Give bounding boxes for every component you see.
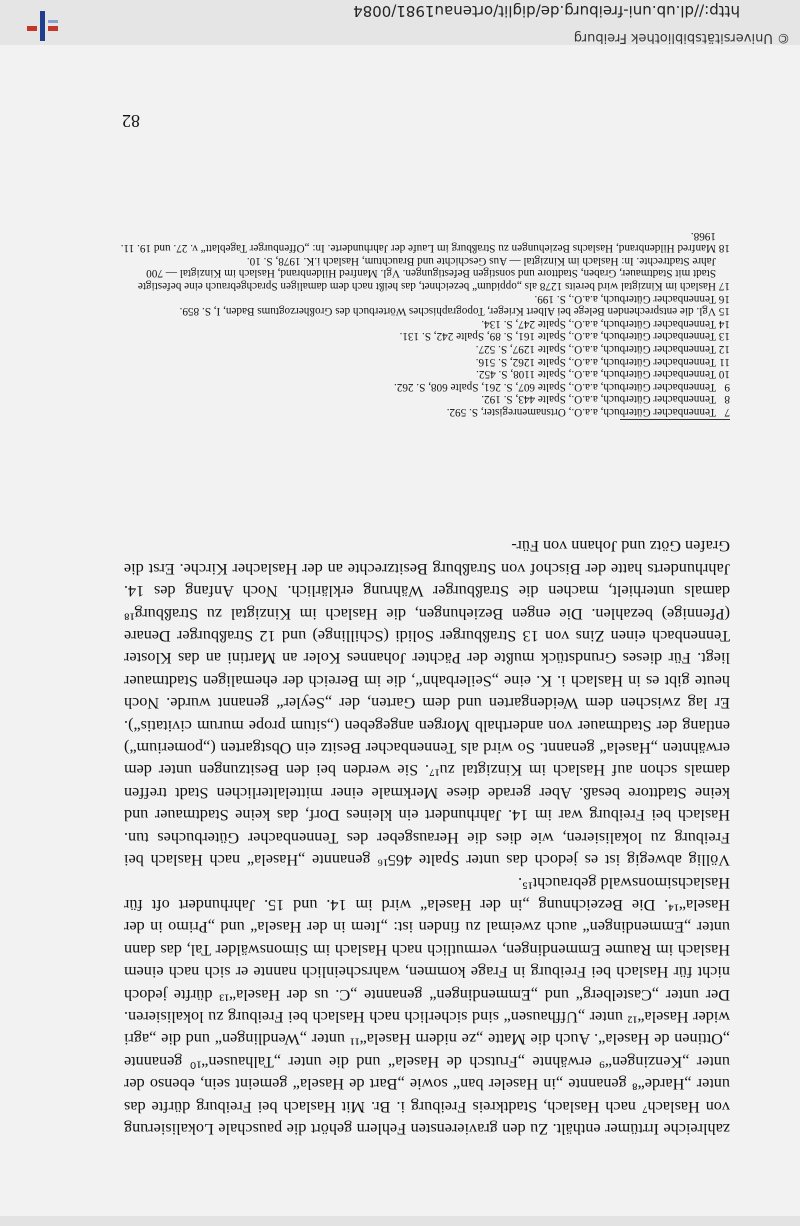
footnote [120, 368, 730, 381]
page-number: 82 [122, 111, 140, 131]
footnote-number: 12 [718, 343, 730, 356]
footnote [120, 342, 730, 355]
footnote-number: 13 [718, 330, 730, 343]
footnote-number: 14 [718, 317, 730, 330]
body-text [124, 535, 730, 1140]
footnote [120, 405, 730, 418]
footnote-number: 15 [718, 305, 730, 318]
footnote-number: 10 [718, 368, 730, 381]
footnote [120, 229, 730, 254]
footnote-text: Haslach im Kinzigtal wird bereits 1278 als „oppidum“ bezeichnet, das heißt nach dem damaligen Sprachgebrauch eine befestigte Stadt mit Stadtmauer, Graben, Stadttore und sonstigen Befestigungen. Vgl. Manfred Hildenbrand, Haslach im Kinzigtal — 700 Jahre Stadtrechte. In: Haslach im Kinzigtal — Aus Geschichte und Brauchtum, Haslach i.K. 1978, S. 10. [137, 254, 716, 293]
footnotes [120, 229, 730, 418]
footnote-number: 18 [718, 242, 730, 255]
paragraph: Völlig abwegig ist es jedoch das unter Spalte 465¹⁶ genannte „Hasela“ nach Haslach bei Freiburg zu lokalisieren, wie dies die Herausgeber des Tennenbacher Güterbuches tun. Haslach bei Freiburg war im 14. Jahrhundert ein kleines Dorf, das keine Stadtmauer und keine Stadttore besaß. Aber gerade diese Merkmale einer mittelalterlichen Stadt treffen damals schon auf Haslach im Kinzigtal zu¹⁷. Sie werden bei den Besitzungen unter dem erwähnten „Hasela“ genannt. So wird als Tennenbacher Besitz ein Obstgarten („pomerium“) entlang der Stadtmauer von anderthalb Morgen angegeben („situm prope murum civitatis“). Er lag zwischen dem Weidengarten und dem Garten, der „Seyler“ genannt wurde. Noch heute gibt es in Haslach i. K. eine „Seilerbahn“, die im Bereich der ehemaligen Stadtmauer liegt. Für dieses Grundstück mußte der Pächter Johannes Koler an Martini an das Kloster Tennenbach einen Zins von 13 Straßburger Solidi (Schillinge) und 12 Straßburger Denare (Pfennige) bezahlen. Die engen Beziehungen, die Haslach im Kinzigtal zu Straßburg¹⁸ damals unterhielt, machen die Straßburger Währung erklärlich. Noch Anfang des 14. Jahrhunderts hatte der Bischof von Straßburg Besitzrechte an der Haslacher Kirche. Erst die Grafen Götz und Johann von Für- [124, 537, 730, 870]
footnote-text: Tennenbacher Güterbuch, a.a.O., Spalte 1108, S. 452. [476, 368, 716, 381]
page-url[interactable]: http://dl.ub.uni-freiburg.de/diglit/ortenau1981/0084 [353, 2, 740, 20]
footnote [120, 254, 730, 292]
footnote-text: Tennenbacher Güterbuch, a.a.O., S. 199. [534, 292, 716, 305]
footnote-text: Tennenbacher Güterbuch, a.a.O., Ortsnamenregister, S. 592. [446, 406, 716, 418]
footnote [120, 317, 730, 330]
copyright-notice: © Universitätsbibliothek Freiburg [573, 30, 790, 45]
footnote-number: 17 [718, 280, 730, 293]
footnote-text: Tennenbacher Güterbuch, a.a.O., Spalte 247, S. 134. [481, 317, 716, 330]
footnote-number: 9 [724, 380, 730, 393]
footnote-number: 7 [724, 406, 730, 418]
footnote [120, 355, 730, 368]
footnote [120, 393, 730, 406]
footnote-text: Tennenbacher Güterbuch, a.a.O., Spalte 1262, S. 516. [475, 355, 716, 368]
viewer-header [0, 0, 800, 45]
footnote-text: Tennenbacher Güterbuch, a.a.O., Spalte 161, S. 89, Spalte 242, S. 131. [399, 330, 716, 343]
footnote-text: Vgl. die entsprechenden Belege bei Albert Krieger, Topographisches Wörterbuch des Großherzogtums Baden, I, S. 859. [179, 305, 716, 318]
footnote-text: Tennenbacher Güterbuch, a.a.O., Spalte 1297, S. 527. [475, 343, 716, 356]
university-logo-icon [26, 11, 60, 41]
footnote [120, 330, 730, 343]
bottom-bar [0, 1216, 800, 1226]
footnote-text: Tennenbacher Güterbuch, a.a.O., Spalte 443, S. 192. [481, 393, 716, 406]
paragraph: zahlreiche Irrtümer enthält. Zu den gravierensten Fehlern gehört die pauschale Lokalisierung von Haslach⁷ nach Haslach, Stadtkreis Freiburg i. Br. Mit Haslach bei Freiburg dürfte das unter „Harde“⁸ genannte „in Haseler ban“ sowie „Bart de Hasela“ gemeint sein, ebenso der unter „Kenzingen“⁹ erwähnte „Frutsch de Hasela“ und die unter „Talhausen“¹⁰ genannte „Ottinen de Hasela“. Auch die Matte „ze nidern Hasela“¹¹ unter „Wendlingen“ und die „agri wider Hasela“¹² unter „Uffhausen“ sind sicherlich nach Haslach bei Freiburg zu lokalisieren. Der unter „Castelberg“ und „Emmendingen“ genannte „C. us der Hasela“¹³ dürfte jedoch nicht für Haslach bei Freiburg in Frage kommen, wahrscheinlich nannte er sich nach einem Haslach im Raume Emmendingen, vermutlich nach Haslach im Simonswälder Tal, das dann unter „Emmendingen“ auch zweimal zu finden ist: „Item in der Hasela“ und „Primo in der Hasela“¹⁴. Die Bezeichnung „in der Hasela“ wird im 14. und 15. Jahrhundert oft für Haslachsimonswald gebraucht¹⁵. [124, 873, 730, 1138]
footnote [120, 380, 730, 393]
footnote-number: 8 [724, 393, 730, 406]
footnote-number: 16 [718, 292, 730, 305]
footnote-text: Tennenbacher Güterbuch, a.a.O., Spalte 607, S. 261, Spalte 608, S. 262. [393, 380, 716, 393]
footnote-text: Manfred Hildenbrand, Haslachs Beziehungen zu Straßburg im Laufe der Jahrhunderte. In: „Offenburger Tageblatt“ v. 27. und 19. 11. 1968. [120, 229, 716, 255]
footnote [120, 305, 730, 318]
footnote-rule [620, 419, 730, 420]
footnote-number: 11 [719, 355, 730, 368]
footnote [120, 292, 730, 305]
